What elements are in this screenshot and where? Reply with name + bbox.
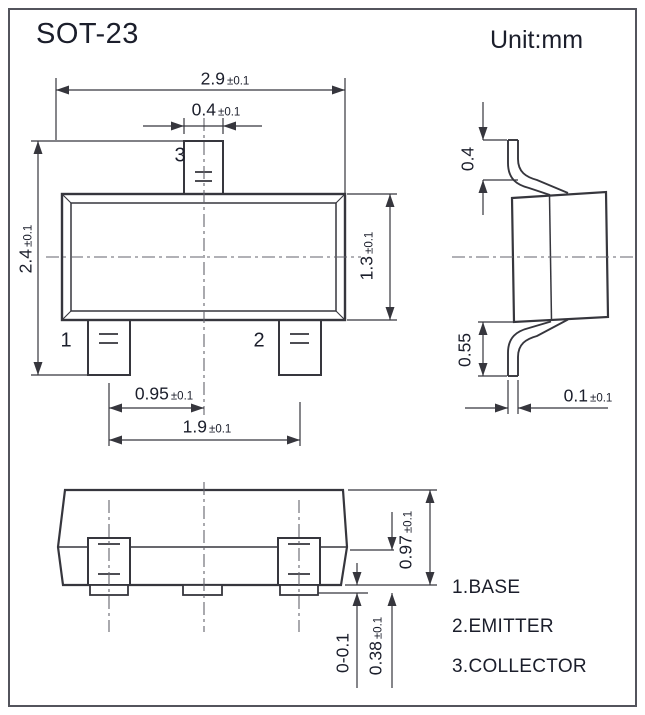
legend-item-base: 1.BASE <box>452 577 521 598</box>
dim-standoff: 0-0.1 <box>332 633 353 673</box>
dim-body-height: 1.3±0.1 <box>356 231 377 281</box>
unit-label: Unit:mm <box>490 26 584 54</box>
dim-body-thickness: 0.97±0.1 <box>395 510 416 570</box>
page-title: SOT-23 <box>36 18 139 50</box>
dim-tab-width: 0.4 ±0.1 <box>191 99 241 120</box>
pin3-label: 3 <box>174 144 186 167</box>
dim-foot-length: 0.38±0.1 <box>365 616 386 676</box>
side-view <box>452 102 634 414</box>
legend-item-emitter: 2.EMITTER <box>452 616 554 637</box>
legend-item-collector: 3.COLLECTOR <box>452 656 587 677</box>
front-view-dimensions <box>31 78 397 446</box>
dim-lead-bottom-height: 0.55 <box>454 332 475 368</box>
dim-overall-height: 2.4±0.1 <box>15 224 36 274</box>
front-view <box>31 78 397 446</box>
dim-body-width: 2.9 ±0.1 <box>200 68 250 89</box>
dim-lead-top-height: 0.4 <box>457 146 478 172</box>
pin1-label: 1 <box>60 329 72 352</box>
pin2-label: 2 <box>253 329 265 352</box>
dim-lead-thickness: 0.1 ±0.1 <box>563 385 613 406</box>
dim-lead-pitch: 0.95 ±0.1 <box>134 383 194 404</box>
dim-lead-span: 1.9 ±0.1 <box>182 416 232 437</box>
